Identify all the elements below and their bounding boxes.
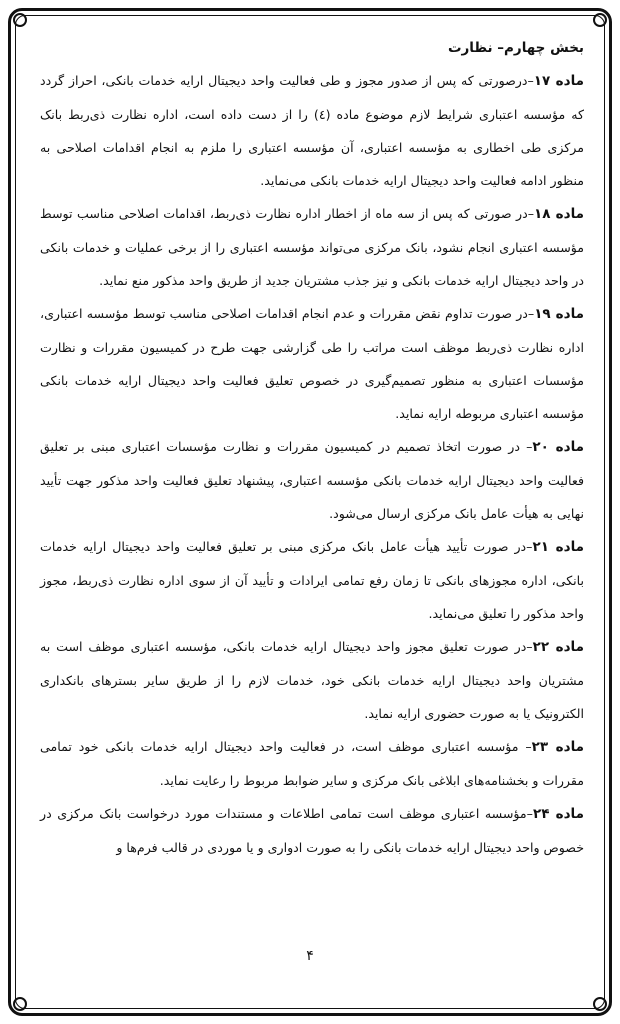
article-label: ماده ۲۳: [531, 739, 585, 755]
article-text: –در صورت تعلیق مجوز واحد دیجیتال ارایه خدمات بانکی، مؤسسه اعتباری موظف است به مشتریان واحد دیجیتال ارایه خدمات بانکی خود، خدمات لازم را از طریق سایر بسترهای بانکداری الکترونیک یا به صورت حضوری ارایه نماید.: [40, 639, 584, 721]
article-label: ماده ۱۸: [534, 206, 584, 222]
article-17: [40, 64, 584, 197]
article-21: [40, 530, 584, 630]
article-18: [40, 197, 584, 297]
article-24: [40, 797, 584, 864]
document-body: [40, 36, 584, 864]
article-text: – مؤسسه اعتباری موظف است، در فعالیت واحد دیجیتال ارایه خدمات بانکی خود تمامی مقررات و بخشنامه‌های ابلاغی بانک مرکزی و سایر ضوابط مربوط را رعایت نماید.: [40, 739, 584, 788]
article-text: –در صورت تأیید هیأت عامل بانک مرکزی مبنی بر تعلیق فعالیت واحد دیجیتال ارایه خدمات بانکی، اداره مجوزهای بانکی تا زمان رفع تمامی ایرادات و تأیید آن از سوی اداره نظارت ذی‌ربط، مجوز واحد مذکور را تعلیق می‌نماید.: [40, 539, 584, 621]
article-23: [40, 730, 584, 797]
article-text: –در صورت تداوم نقض مقررات و عدم انجام اقدامات اصلاحی مناسب توسط مؤسسه اعتباری، اداره نظارت ذی‌ربط موظف است مراتب را طی گزارشی جهت طرح در کمیسیون مقررات و نظارت مؤسسات اعتباری به منظور تصمیم‌گیری در خصوص تعلیق فعالیت واحد دیجیتال ارایه خدمات بانکی مؤسسه اعتباری مربوطه ارایه نماید.: [40, 306, 584, 421]
article-label: ماده ۲۲: [532, 639, 584, 655]
article-label: ماده ۲۱: [532, 539, 585, 555]
article-20: [40, 430, 584, 530]
article-19: [40, 297, 584, 430]
article-text: –در صورتی که پس از سه ماه از اخطار اداره نظارت ذی‌ربط، اقدامات اصلاحی مناسب توسط مؤسسه اعتباری انجام نشود، بانک مرکزی می‌تواند مؤسسه اعتباری را از برخی عملیات و خدمات بانکی در واحد دیجیتال ارایه خدمات بانکی و نیز جذب مشتریان جدید از طریق واحد مذکور منع نماید.: [40, 206, 584, 288]
article-label: ماده ۲۴: [532, 806, 584, 822]
article-22: [40, 630, 584, 730]
section-title: بخش چهارم– نظارت: [447, 40, 584, 56]
article-label: ماده ۱۷: [533, 73, 584, 89]
article-label: ماده ۲۰: [532, 439, 584, 455]
article-text: – در صورت اتخاذ تصمیم در کمیسیون مقررات و نظارت مؤسسات اعتباری مبنی بر تعلیق فعالیت واحد دیجیتال ارایه خدمات بانکی مؤسسه اعتباری، پیشنهاد تعلیق فعالیت واحد مذکور جهت تأیید نهایی به هیأت عامل بانک مرکزی ارسال می‌شود.: [40, 439, 584, 521]
page-number: ۴: [306, 948, 314, 964]
article-text: –مؤسسه اعتباری موظف است تمامی اطلاعات و مستندات مورد درخواست بانک مرکزی در خصوص واحد دیجیتال ارایه خدمات بانکی را به صورت ادواری و یا موردی در قالب فرم‌ها و: [40, 806, 584, 855]
article-label: ماده ۱۹: [534, 306, 584, 322]
article-text: –درصورتی که پس از صدور مجوز و طی فعالیت واحد دیجیتال ارایه خدمات بانکی، احراز گردد که مؤسسه اعتباری شرایط لازم موضوع ماده (٤) را از دست داده است، اداره نظارت ذی‌ربط بانک مرکزی طی اخطاری به مؤسسه اعتباری، آن مؤسسه اعتباری را ملزم به انجام اقدامات اصلاحی به منظور ادامه فعالیت واحد دیجیتال ارایه خدمات بانکی می‌نماید.: [40, 73, 584, 188]
